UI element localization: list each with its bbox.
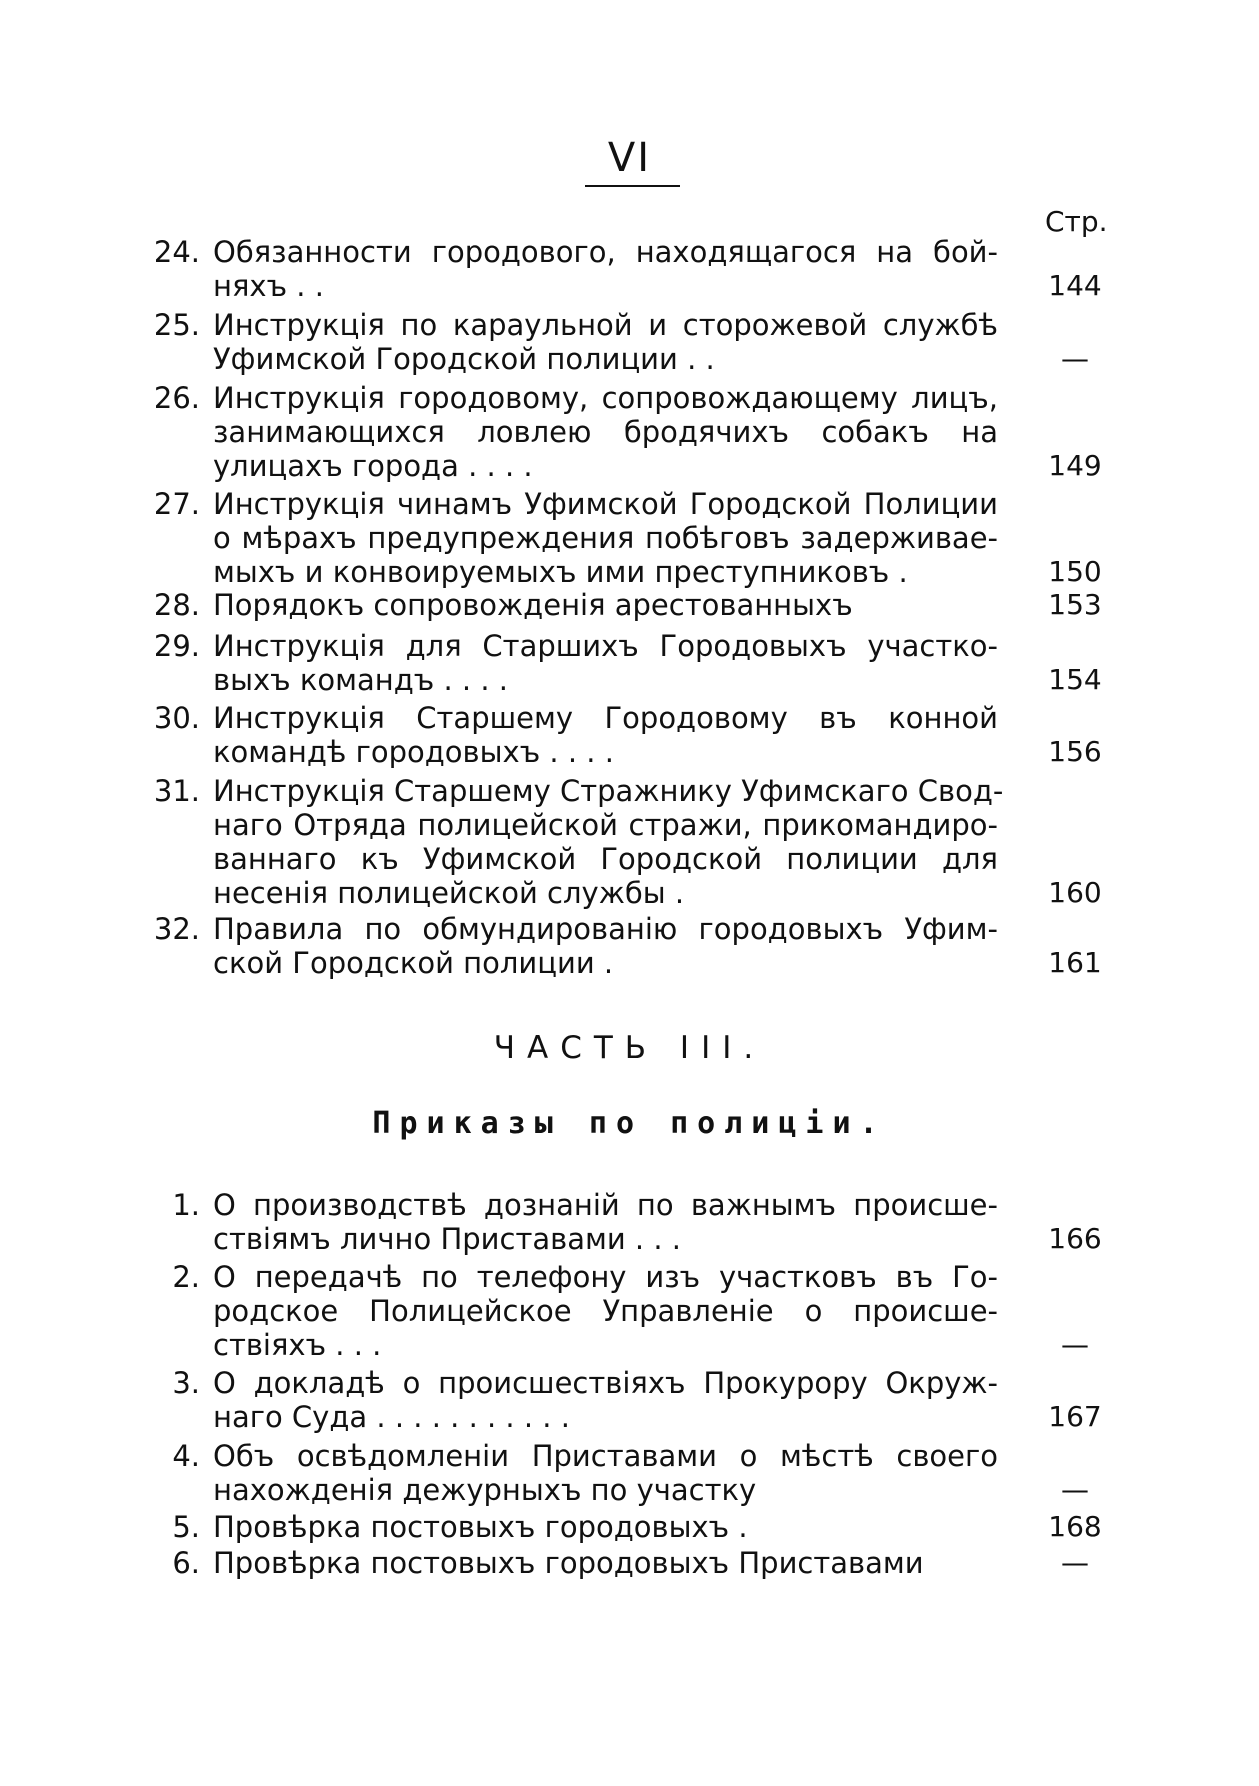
section-heading: ЧАСТЬ III. (493, 1030, 766, 1066)
page-number: VI (607, 135, 652, 181)
entry-number: 30. (153, 701, 200, 735)
entry-title-line: Провѣрка постовыхъ городовыхъ Приставами (213, 1546, 924, 1580)
entry-title-line: выхъ командъ . . . . (213, 663, 509, 697)
entry-title-line: командѣ городовыхъ . . . . (213, 735, 614, 769)
entry-title-line: Инструкція для Старшихъ Городовыхъ участко- (213, 629, 998, 663)
entry-title-line: няхъ . . (213, 269, 324, 303)
entry-title-line: ствіяхъ . . . (213, 1328, 382, 1362)
entry-title-line: ской Городской полиции . (213, 946, 614, 980)
entry-page-number: 161 (1048, 946, 1102, 979)
entry-number: 28. (153, 588, 200, 622)
entry-number: 31. (153, 774, 200, 808)
entry-number: 29. (153, 629, 200, 663)
entry-title-line: родское Полицейское Управленіе о происше- (213, 1294, 998, 1328)
entry-page-number: 154 (1048, 663, 1102, 696)
page-column-label: Стр. (1045, 205, 1108, 238)
entry-page-number: — (1061, 1328, 1089, 1361)
entry-title-line: О передачѣ по телефону изъ участковъ въ Го- (213, 1260, 998, 1294)
entry-title-line: Объ освѣдомленіи Приставами о мѣстѣ своего (213, 1439, 998, 1473)
entry-number: 5. (172, 1510, 200, 1544)
entry-title-line: нахожденія дежурныхъ по участку (213, 1473, 757, 1507)
entry-title-line: Порядокъ сопровожденія арестованныхъ (213, 588, 853, 622)
entry-title-line: Инструкція городовому, сопровождающему лицъ, (213, 381, 998, 415)
entry-number: 32. (153, 912, 200, 946)
entry-title-line: О производствѣ дознаній по важнымъ происше- (213, 1188, 998, 1222)
entry-title-line: улицахъ города . . . . (213, 449, 533, 483)
entry-title-line: Инструкція чинамъ Уфимской Городской Полиции (213, 487, 998, 521)
entry-page-number: — (1061, 1473, 1089, 1506)
entry-page-number: 160 (1048, 876, 1102, 909)
entry-title-line: наго Суда . . . . . . . . . . . (213, 1400, 570, 1434)
entry-title-line: Инструкція Старшему Стражнику Уфимскаго Свод- (213, 774, 1004, 808)
entry-title-line: Инструкція Старшему Городовому въ конной (213, 701, 998, 735)
entry-title-line: наго Отряда полицейской стражи, прикомандиро- (213, 808, 998, 842)
entry-page-number: — (1061, 342, 1089, 375)
entry-title-line: о мѣрахъ предупреждения побѣговъ задерживае- (213, 521, 998, 555)
entry-title-line: занимающихся ловлею бродячихъ собакъ на (213, 415, 998, 449)
entry-number: 6. (172, 1546, 200, 1580)
entry-number: 3. (172, 1366, 200, 1400)
entry-page-number: 156 (1048, 735, 1102, 768)
entry-page-number: 168 (1048, 1510, 1102, 1543)
entry-title-line: О докладѣ о происшествіяхъ Прокурору Окруж- (213, 1366, 998, 1400)
entry-page-number: 153 (1048, 588, 1102, 621)
entry-page-number: 144 (1048, 269, 1102, 302)
section-subheading: Приказы по полиціи. (372, 1106, 887, 1141)
entry-page-number: 150 (1048, 555, 1102, 588)
entry-title-line: несенія полицейской службы . (213, 876, 685, 910)
entry-number: 2. (172, 1260, 200, 1294)
entry-title-line: Обязанности городового, находящагося на бой- (213, 235, 998, 269)
entry-number: 27. (153, 487, 200, 521)
entry-number: 25. (153, 308, 200, 342)
entry-number: 24. (153, 235, 200, 269)
entry-title-line: ваннаго къ Уфимской Городской полиции для (213, 842, 998, 876)
entry-page-number: 166 (1048, 1222, 1102, 1255)
entry-page-number: — (1061, 1546, 1089, 1579)
entry-title-line: ствіямъ лично Приставами . . . (213, 1222, 682, 1256)
entry-title-line: Инструкція по караульной и сторожевой службѣ (213, 308, 998, 342)
entry-title-line: Провѣрка постовыхъ городовыхъ . (213, 1510, 748, 1544)
entry-page-number: 167 (1048, 1400, 1102, 1433)
entry-title-line: Правила по обмундированію городовыхъ Уфим- (213, 912, 998, 946)
entry-number: 26. (153, 381, 200, 415)
entry-number: 4. (172, 1439, 200, 1473)
entry-title-line: мыхъ и конвоируемыхъ ими преступниковъ . (213, 555, 908, 589)
entry-page-number: 149 (1048, 449, 1102, 482)
entry-number: 1. (172, 1188, 200, 1222)
entry-title-line: Уфимской Городской полиции . . (213, 342, 715, 376)
